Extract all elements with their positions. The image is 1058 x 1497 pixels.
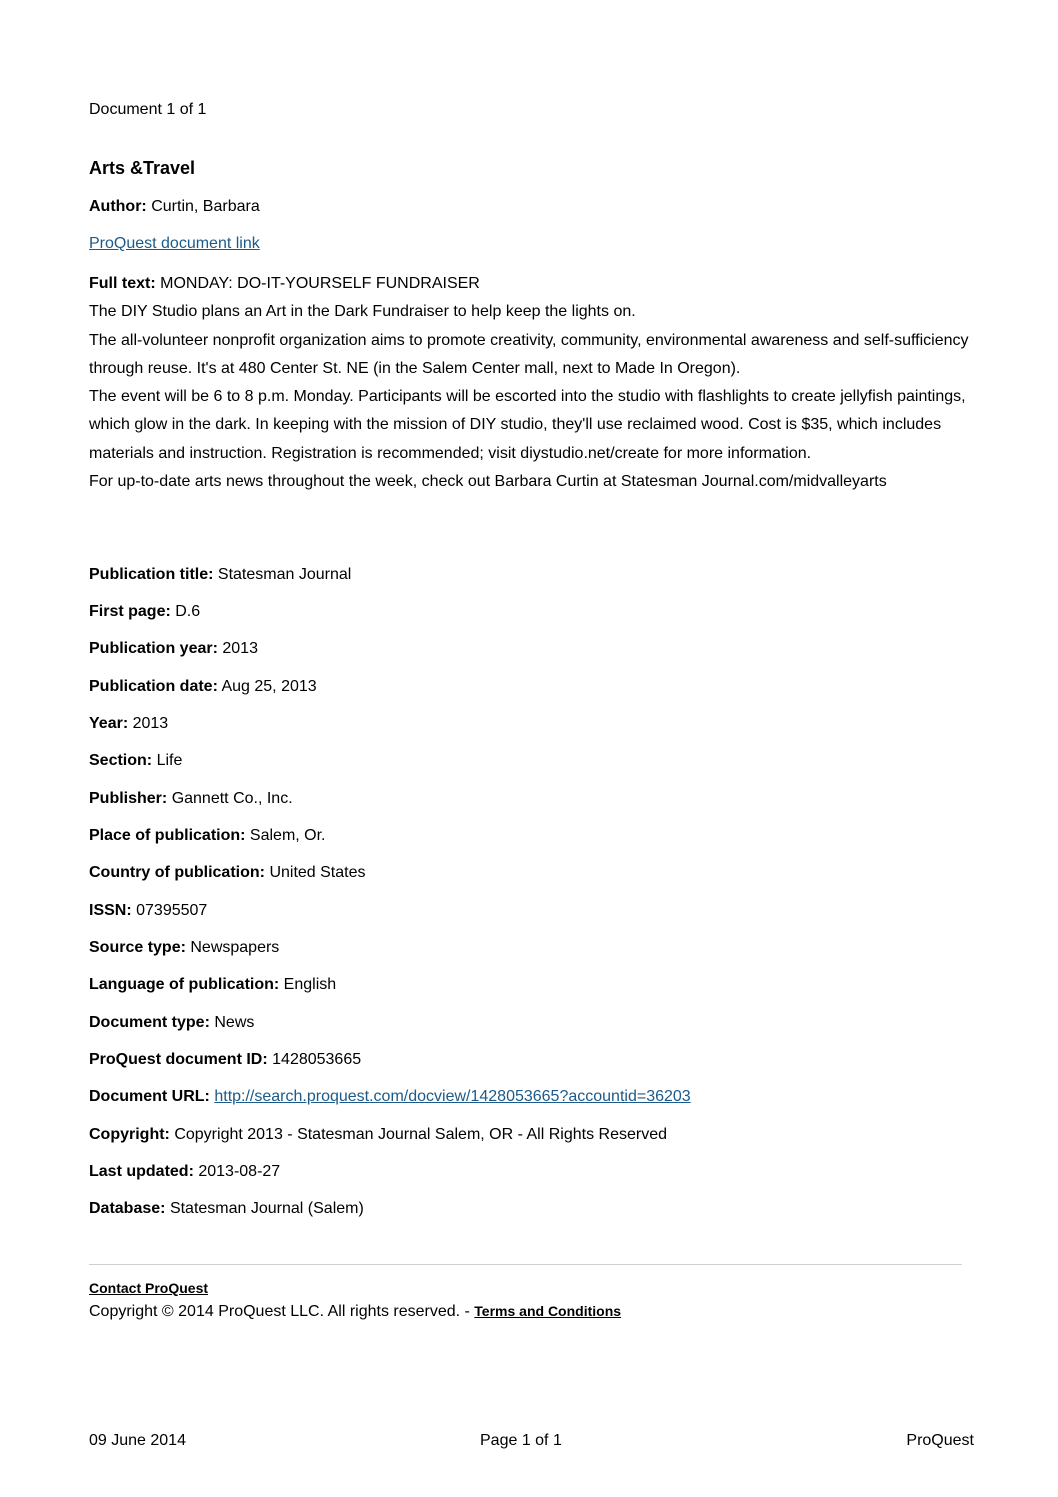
footer-page-number: Page 1 of 1 bbox=[480, 1432, 562, 1449]
metadata-publication-title bbox=[89, 565, 351, 585]
metadata-label: Last updated: bbox=[89, 1163, 194, 1180]
footer-brand: ProQuest bbox=[906, 1432, 974, 1449]
full-text-paragraph: For up-to-date arts news throughout the week, check out Barbara Curtin at Statesman Journal.com/midvalleyarts bbox=[89, 473, 887, 491]
metadata-last-updated bbox=[89, 1162, 280, 1182]
metadata-country-of-publication bbox=[89, 863, 366, 883]
proquest-document-link[interactable]: ProQuest document link bbox=[89, 235, 260, 252]
full-text-label: Full text: bbox=[89, 275, 156, 292]
metadata-database bbox=[89, 1199, 364, 1219]
metadata-year bbox=[89, 714, 168, 734]
author-row bbox=[89, 197, 260, 217]
full-text-paragraph: The event will be 6 to 8 p.m. Monday. Participants will be escorted into the studio with flashlights to create jellyfish paintings, which glow in the dark. In keeping with the mission of DIY studio, they'll use reclaimed wood. Cost is $35, which includes materials and instruction. Registration is recommended; visit diystudio.net/create for more information. bbox=[89, 388, 966, 462]
metadata-value: English bbox=[283, 976, 337, 993]
metadata-label: Publisher: bbox=[89, 790, 168, 807]
metadata-label: Copyright: bbox=[89, 1126, 170, 1143]
metadata-label: Year: bbox=[89, 715, 129, 732]
footer-divider bbox=[89, 1264, 962, 1265]
metadata-value: 2013 bbox=[132, 715, 169, 732]
document-link-row bbox=[89, 234, 260, 254]
metadata-language bbox=[89, 975, 336, 995]
metadata-value: Salem, Or. bbox=[249, 827, 326, 844]
metadata-publication-date bbox=[89, 677, 317, 697]
metadata-document-url bbox=[89, 1087, 691, 1107]
metadata-value: Gannett Co., Inc. bbox=[171, 790, 293, 807]
metadata-publication-year bbox=[89, 639, 258, 659]
metadata-issn bbox=[89, 901, 207, 921]
metadata-place-of-publication bbox=[89, 826, 326, 846]
full-text-paragraph: The all-volunteer nonprofit organization aims to promote creativity, community, environmental awareness and self-sufficiency through reuse. It's at 480 Center St. NE (in the Salem Center mall, next to Made In Oregon). bbox=[89, 331, 969, 377]
full-text-heading: MONDAY: DO-IT-YOURSELF FUNDRAISER bbox=[160, 275, 480, 292]
metadata-label: Publication year: bbox=[89, 640, 218, 657]
document-url-link[interactable]: http://search.proquest.com/docview/1428053665?accountid=36203 bbox=[214, 1088, 691, 1105]
metadata-label: Document URL: bbox=[89, 1088, 210, 1105]
footer-date: 09 June 2014 bbox=[89, 1432, 186, 1449]
document-count: Document 1 of 1 bbox=[89, 101, 207, 118]
metadata-section bbox=[89, 751, 182, 771]
author-value: Curtin, Barbara bbox=[151, 198, 260, 215]
author-label: Author: bbox=[89, 198, 147, 215]
metadata-value: Aug 25, 2013 bbox=[221, 678, 317, 695]
metadata-label: Place of publication: bbox=[89, 827, 246, 844]
metadata-value: Statesman Journal bbox=[217, 566, 352, 583]
metadata-value: 2013-08-27 bbox=[198, 1163, 281, 1180]
metadata-value: Newspapers bbox=[190, 939, 280, 956]
metadata-publisher bbox=[89, 789, 293, 809]
metadata-label: Section: bbox=[89, 752, 153, 769]
metadata-value: Statesman Journal (Salem) bbox=[169, 1200, 364, 1217]
article-title: Arts &Travel bbox=[89, 158, 196, 178]
metadata-value: D.6 bbox=[175, 603, 201, 620]
metadata-copyright bbox=[89, 1125, 667, 1145]
terms-and-conditions-link[interactable]: Terms and Conditions bbox=[474, 1303, 622, 1319]
metadata-first-page bbox=[89, 602, 200, 622]
full-text-paragraph bbox=[89, 270, 979, 298]
full-text-paragraph: The DIY Studio plans an Art in the Dark Fundraiser to help keep the lights on. bbox=[89, 303, 636, 321]
metadata-label: Language of publication: bbox=[89, 976, 280, 993]
metadata-label: ISSN: bbox=[89, 902, 132, 919]
metadata-label: Source type: bbox=[89, 939, 186, 956]
metadata-label: First page: bbox=[89, 603, 171, 620]
metadata-value: Copyright 2013 - Statesman Journal Salem, OR - All Rights Reserved bbox=[174, 1126, 667, 1143]
metadata-document-type bbox=[89, 1013, 254, 1033]
metadata-source-type bbox=[89, 938, 279, 958]
metadata-value: Life bbox=[156, 752, 183, 769]
metadata-value: 2013 bbox=[222, 640, 258, 657]
metadata-label: Database: bbox=[89, 1200, 166, 1217]
metadata-label: Country of publication: bbox=[89, 864, 265, 881]
metadata-document-id bbox=[89, 1050, 361, 1070]
metadata-value: News bbox=[214, 1014, 255, 1031]
metadata-value: United States bbox=[269, 864, 366, 881]
metadata-label: Publication date: bbox=[89, 678, 218, 695]
full-text-section bbox=[89, 270, 979, 496]
metadata-value: 07395507 bbox=[136, 902, 208, 919]
contact-proquest-link[interactable]: Contact ProQuest bbox=[89, 1280, 209, 1296]
metadata-label: Document type: bbox=[89, 1014, 210, 1031]
footer-copyright-text: Copyright © 2014 ProQuest LLC. All rights reserved. - bbox=[89, 1303, 475, 1320]
footer-copyright bbox=[89, 1303, 621, 1321]
metadata-label: Publication title: bbox=[89, 566, 214, 583]
metadata-value: 1428053665 bbox=[272, 1051, 362, 1068]
metadata-label: ProQuest document ID: bbox=[89, 1051, 268, 1068]
